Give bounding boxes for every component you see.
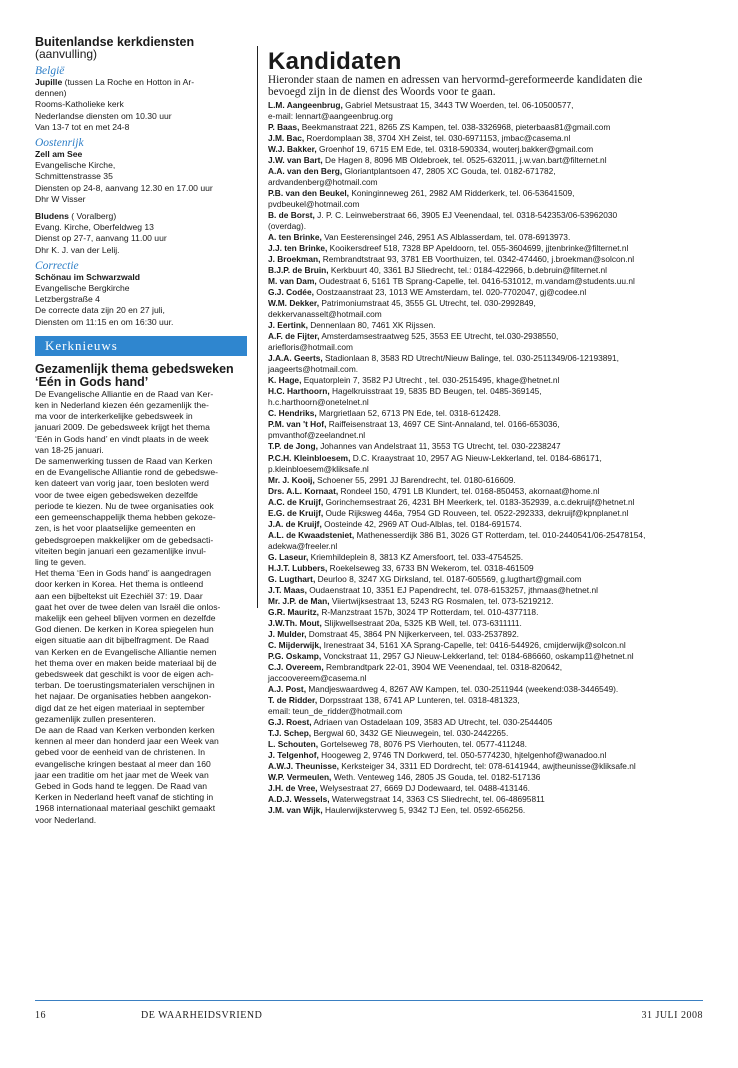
candidate-line <box>268 111 710 122</box>
article-line: en de Evangelische Alliantie rond de gebedswe- <box>35 467 218 478</box>
candidate-details: Kerksteiger 34, 3311 ED Dordrecht, tel: 078-6141944, awjtheunisse@kliksafe.nl <box>338 760 636 771</box>
page-title: Kandidaten <box>268 48 402 75</box>
right-column <box>268 50 710 816</box>
candidate-line <box>268 166 710 177</box>
article-line: van 18-25 januari. <box>35 444 104 455</box>
place-name: Bludens <box>35 211 69 222</box>
candidate-details: ariefloris@hotmail.com <box>268 342 353 353</box>
intro-text: Hieronder staan de namen en adressen van hervormd-gereformeerde kandidaten die bevoegd zijn in de dienst des Woords voor te gaan. <box>268 74 643 98</box>
candidate-name: G. Lugthart, <box>268 573 316 584</box>
candidate-line <box>268 210 710 221</box>
candidate-line <box>268 750 710 761</box>
candidate-details: (overdag). <box>268 221 307 232</box>
candidate-details: dekkervanasselt@hotmail.com <box>268 309 382 320</box>
candidate-name: J. Eertink, <box>268 320 308 331</box>
candidate-details: Kerkbuurt 40, 3361 BJ Sliedrecht, tel.: 0184-422966, b.debruin@filternet.nl <box>328 265 608 276</box>
candidate-line <box>268 706 710 717</box>
candidate-details: Dorpsstraat 138, 6741 AP Lunteren, tel. 0318-481323, <box>317 694 520 705</box>
candidate-line <box>268 397 710 408</box>
candidate-name: P.B. van den Beukel, <box>268 188 349 199</box>
candidate-details: Irenestraat 34, 5161 XA Sprang-Capelle, tel: 0416-544926, cmijderwijk@solcon.nl <box>321 639 626 650</box>
candidate-details: Oudaenstraat 10, 3351 EJ Papendrecht, tel. 078-6153257, jthmaas@hetnet.nl <box>306 584 598 595</box>
candidate-line <box>268 519 710 530</box>
article-line: aan een bijbeltekst uit Ezechiël 37: 19. Daar <box>35 590 203 601</box>
correctie-line: Evangelische Bergkirche <box>35 283 130 294</box>
correctie-line: Letzbergstraße 4 <box>35 294 100 305</box>
candidate-line <box>268 430 710 441</box>
candidate-name: T. de Ridder, <box>268 694 318 705</box>
article-line: ‘Eén in Gods hand’ en vindt plaats in de week <box>35 433 209 444</box>
article-line: gebedsgroepen makkelijker om de gebedsacti- <box>35 534 214 545</box>
article-line: ken dateert van vorig jaar, toen besloten werd <box>35 478 209 489</box>
candidate-details: ardvandenberg@hotmail.com <box>268 177 378 188</box>
candidate-line <box>268 618 710 629</box>
candidate-line <box>268 155 710 166</box>
article-line: digd dat ze het eigen materiaal in september <box>35 702 205 713</box>
article-line: gebed voor de eenheid van de christenen. In <box>35 747 206 758</box>
candidate-name: J. Telgenhof, <box>268 749 319 760</box>
candidate-line <box>268 486 710 497</box>
candidate-line <box>268 276 710 287</box>
candidate-line <box>268 100 710 111</box>
belgie-line: dennen) <box>35 88 67 99</box>
candidate-details: Amsterdamsestraatweg 525, 3553 EE Utrecht, tel.030-2938550, <box>319 331 559 342</box>
candidate-details: pvdbeukel@hotmail.com <box>268 199 360 210</box>
oostenrijk-line: Schmittenstrasse 35 <box>35 171 113 182</box>
article-line: makelijk een geheel blijven vormen en dezelfde <box>35 612 216 623</box>
candidate-details: Hagelkruisstraat 19, 5835 BD Beugen, tel. 0485-369145, <box>329 386 542 397</box>
belgie-block <box>35 77 247 133</box>
candidate-details: De Hagen 8, 8096 MB Oldebroek, tel. 0525-632011, j.w.van.bart@filternet.nl <box>322 155 607 166</box>
oostenrijk-line: Dhr W Visser <box>35 193 86 204</box>
article-body <box>35 389 247 826</box>
candidate-name: P.M. van 't Hof, <box>268 419 327 430</box>
candidate-name: Mr. J.P. de Man, <box>268 595 330 606</box>
candidate-details: Domstraat 45, 3864 PN Nijkerkerveen, tel. 033-2537892. <box>306 628 519 639</box>
candidate-name: B. de Borst, <box>268 210 315 221</box>
candidate-line <box>268 574 710 585</box>
candidate-details: Mandjeswaardweg 4, 8267 AW Kampen, tel. 030-2511944 (weekend:038-3446549). <box>306 683 619 694</box>
candidate-name: W.P. Vermeulen, <box>268 771 332 782</box>
candidate-details: Groenhof 19, 6715 EM Ede, tel. 0318-590334, wouterj.bakker@gmail.com <box>316 144 594 155</box>
belgie-line: Rooms-Katholieke kerk <box>35 99 124 110</box>
candidate-details: Oude Rijksweg 446a, 7954 GD Rouveen, tel. 0522-292333, dekruijf@kpnplanet.nl <box>323 507 629 518</box>
article-line: ma voor de interkerkelijke gebedsweek in <box>35 411 193 422</box>
candidate-details: email: teun_de_ridder@hotmail.com <box>268 705 403 716</box>
candidate-name: W.J. Bakker, <box>268 144 317 155</box>
candidate-line <box>268 563 710 574</box>
article-line: Kerken in Nederland heeft vanaf de stichting in <box>35 792 214 803</box>
candidate-details: Johannes van Andelstraat 11, 3553 TG Utrecht, tel. 030-2238247 <box>317 441 561 452</box>
candidate-name: P. Baas, <box>268 122 300 133</box>
candidate-details: Patrimoniumstraat 45, 3555 GL Utrecht, tel. 030-2992849, <box>319 298 536 309</box>
footer-rule <box>35 1000 703 1001</box>
candidate-details: Raiffeisenstraat 13, 4697 CE Sint-Annaland, tel. 0166-653036, <box>326 419 560 430</box>
article-line: voor de twee eigen gebedsweken dezelfde <box>35 489 198 500</box>
candidate-line <box>268 122 710 133</box>
candidate-details: Gorinchemsestraat 26, 4231 BH Meerkerk, tel. 0183-352939, a.c.dekruijf@hetnet.nl <box>323 496 635 507</box>
candidate-name: Drs. A.L. Kornaat, <box>268 485 339 496</box>
correctie-line: De correcte data zijn 20 en 27 juli, <box>35 305 165 316</box>
candidate-details: Vonckstraat 11, 2957 GJ Nieuw-Lekkerland, tel: 0184-686660, oskamp11@hetnet.nl <box>321 650 634 661</box>
oostenrijk-line: Bludens ( Voralberg) <box>35 211 117 222</box>
candidate-line <box>268 453 710 464</box>
country-heading-correctie: Correctie <box>35 259 79 272</box>
candidate-name: G. Laseur, <box>268 551 309 562</box>
oostenrijk-line: Evangelische Kirche, <box>35 160 116 171</box>
candidate-details: Deurloo 8, 3247 XG Dirksland, tel. 0187-605569, g.lugthart@gmail.com <box>315 573 582 584</box>
candidate-name: E.G. de Kruijf, <box>268 507 324 518</box>
candidate-line <box>268 364 710 375</box>
candidate-line <box>268 342 710 353</box>
candidate-line <box>268 320 710 331</box>
candidate-name: L. Schouten, <box>268 738 319 749</box>
left-column <box>35 36 247 826</box>
candidate-name: Mr. J. Kooij, <box>268 474 315 485</box>
candidate-line <box>268 783 710 794</box>
candidate-name: B.J.P. de Bruin, <box>268 265 329 276</box>
candidate-line <box>268 508 710 519</box>
country-heading-belgie: België <box>35 65 65 77</box>
candidate-name: A.J. Post, <box>268 683 307 694</box>
candidate-details: Dennenlaan 80, 7461 XK Rijssen. <box>307 320 436 331</box>
country-heading-oostenrijk: Oostenrijk <box>35 137 84 150</box>
candidate-line <box>268 221 710 232</box>
candidate-line <box>268 552 710 563</box>
candidate-line <box>268 287 710 298</box>
candidate-details: Oudestraat 6, 5161 TB Sprang-Capelle, tel. 0416-531012, m.vandam@students.uu.nl <box>316 276 635 287</box>
candidate-line <box>268 199 710 210</box>
candidate-details: Equatorplein 7, 3582 PJ Utrecht , tel. 030-2515495, khage@hetnet.nl <box>301 375 560 386</box>
article-line: het najaar. De organisaties hebben aangekon- <box>35 691 212 702</box>
candidate-line <box>268 441 710 452</box>
candidate-details: Beekmanstraat 221, 8265 ZS Kampen, tel. 038-3326968, pieterbaas81@gmail.com <box>299 122 611 133</box>
oostenrijk-line: Dienst op 27-7, aanvang 11.00 uur <box>35 233 167 244</box>
candidate-line <box>268 728 710 739</box>
candidate-line <box>268 232 710 243</box>
article-line: ling te geven. <box>35 556 87 567</box>
article-line: van Kerken en de Evangelische Alliantie nemen <box>35 646 217 657</box>
article-line: ken in Nederland kiezen één gezamenlijk the- <box>35 400 209 411</box>
candidate-details: Rembrandtpark 22-01, 3904 WE Veenendaal, tel. 0318-820642, <box>323 661 563 672</box>
candidate-line <box>268 541 710 552</box>
oostenrijk-line: Diensten op 24-8, aanvang 12.30 en 17.00 uur <box>35 182 213 193</box>
place-name: Schönau im Schwarzwald <box>35 271 141 282</box>
candidate-line <box>268 475 710 486</box>
candidate-name: A.W.J. Theunisse, <box>268 760 339 771</box>
candidate-line <box>268 386 710 397</box>
candidate-line <box>268 739 710 750</box>
candidate-line <box>268 144 710 155</box>
correctie-line: Diensten om 11:15 en om 16:30 uur. <box>35 316 174 327</box>
candidate-line <box>268 331 710 342</box>
candidate-details: Hoogeweg 2, 9746 TN Dorkwerd, tel. 050-5774230, hjtelgenhof@wanadoo.nl <box>318 749 607 760</box>
candidate-line <box>268 640 710 651</box>
candidate-details: Schoener 55, 2991 JJ Barendrecht, tel. 0180-616609. <box>314 474 516 485</box>
article-line: periode te kiezen. Nu de twee organisaties ook <box>35 500 214 511</box>
candidate-line <box>268 408 710 419</box>
oostenrijk-line: Dhr K. J. van der Lelij. <box>35 244 120 255</box>
candidate-line <box>268 298 710 309</box>
candidate-name: M. van Dam, <box>268 276 317 287</box>
section-subtitle: (aanvulling) <box>35 47 98 61</box>
candidate-details: Kriemhildeplein 8, 3813 KZ Amersfoort, tel. 033-4754525. <box>308 551 524 562</box>
candidate-name: J.W.Th. Mout, <box>268 617 322 628</box>
candidate-name: T.J. Schep, <box>268 727 312 738</box>
place-name: Jupille <box>35 77 63 87</box>
article-line: De Evangelische Alliantie en de Raad van Ker- <box>35 388 214 399</box>
issue-date: 31 JULI 2008 <box>641 1010 703 1021</box>
candidate-details: Oosteinde 42, 2969 AT Oud-Alblas, tel. 0184-691574. <box>321 518 522 529</box>
candidate-line <box>268 353 710 364</box>
candidate-line <box>268 794 710 805</box>
article-line: Gebed in Gods hand te leggen. De Raad van <box>35 780 207 791</box>
candidate-details: p.kleinbloesem@kliksafe.nl <box>268 463 369 474</box>
belgie-line: Van 13-7 tot en met 24-8 <box>35 121 130 132</box>
candidate-name: J. Mulder, <box>268 628 307 639</box>
article-line: eigen situatie aan dit bijbelfragment. De Raad <box>35 635 209 646</box>
article-line: kennen al meer dan honderd jaar een Week van <box>35 736 219 747</box>
candidate-name: H.J.T. Lubbers, <box>268 562 328 573</box>
candidate-details: J. P. C. Leinweberstraat 66, 3905 EJ Veenendaal, tel. 0318-542353/06-53962030 <box>314 210 618 221</box>
candidate-name: K. Hage, <box>268 375 302 386</box>
candidate-name: C. Hendriks, <box>268 408 317 419</box>
candidate-line <box>268 254 710 265</box>
candidate-line <box>268 695 710 706</box>
candidate-line <box>268 717 710 728</box>
candidate-name: A.C. de Kruijf, <box>268 496 324 507</box>
article-line: het thema over en maken beide materiaal bij de <box>35 657 217 668</box>
article-line: door kerken in Korea. Het thema is ontleend <box>35 579 204 590</box>
article-line: januari 2009. De gebedsweek krijgt het thema <box>35 422 210 433</box>
candidate-line <box>268 607 710 618</box>
candidate-name: J. Broekman, <box>268 254 321 265</box>
candidate-details: Roekelseweg 33, 6733 BN Wekerom, tel. 0318-461509 <box>327 562 534 573</box>
candidate-details: h.c.harthoorn@onetelnet.nl <box>268 397 369 408</box>
article-line: God dienen. De kerken in Korea spiegelen hun <box>35 624 214 635</box>
candidate-details: Gabriel Metsustraat 15, 3443 TW Woerden, tel. 06-10500577, <box>342 100 574 110</box>
place-name: Zell am See <box>35 149 83 160</box>
article-line: gezamenlijk zullen presenteren. <box>35 713 156 724</box>
belgie-line: Jupille (tussen La Roche en Hotton in Ar- <box>35 77 195 87</box>
article-line: gaat het over de twee delen van Israël die onlos- <box>35 601 221 612</box>
article-line: 1968 internationaal materiaal geschikt gemaakt <box>35 803 216 814</box>
candidate-line <box>268 419 710 430</box>
candidate-details: Mathenesserdijk 386 B1, 3026 GT Rotterdam, tel. 010-2440541/06-25478154, <box>354 529 646 540</box>
candidate-line <box>268 177 710 188</box>
candidate-name: C.J. Overeem, <box>268 661 324 672</box>
candidate-name: A.D.J. Wessels, <box>268 793 330 804</box>
candidate-details: Bergwal 60, 3432 GE Nieuwegein, tel. 030-2442265. <box>311 727 509 738</box>
candidate-details: Koninginneweg 261, 2982 AM Ridderkerk, tel. 06-53641509, <box>349 188 575 199</box>
article-line: jaar een traditie om het jaar met de Week van <box>35 769 209 780</box>
candidate-name: T.P. de Jong, <box>268 441 318 452</box>
candidate-name: G.J. Codée, <box>268 287 314 298</box>
candidate-name: J.T. Maas, <box>268 584 307 595</box>
candidate-details: D.C. Kraaystraat 10, 2957 AG Nieuw-Lekkerland, tel. 0184-686171, <box>350 452 602 463</box>
candidate-name: J.M. Bac, <box>268 133 305 144</box>
page-number: 16 <box>35 1010 46 1021</box>
magazine-name: DE WAARHEIDSVRIEND <box>141 1010 263 1021</box>
article-line: De samenwerking tussen de Raad van Kerken <box>35 456 213 467</box>
candidate-details: Gortelseweg 78, 8076 PS Vierhouten, tel. 0577-411248. <box>318 738 527 749</box>
candidate-name: G.R. Mauritz, <box>268 606 319 617</box>
oostenrijk-line: Evang. Kirche, Oberfeldweg 13 <box>35 222 154 233</box>
candidate-line <box>268 464 710 475</box>
article-line: voor Nederland. <box>35 814 97 825</box>
candidate-name: J.H. de Vree, <box>268 782 318 793</box>
candidate-name: A.F. de Fijter, <box>268 331 320 342</box>
candidate-name: P.C.H. Kleinbloesem, <box>268 452 351 463</box>
candidate-line <box>268 596 710 607</box>
candidate-name: A. ten Brinke, <box>268 232 322 243</box>
article-line: Het thema ‘Een in Gods hand’ is aangedragen <box>35 568 211 579</box>
candidate-line <box>268 684 710 695</box>
candidate-line <box>268 309 710 320</box>
candidate-line <box>268 530 710 541</box>
candidate-details: Haulerwijkstervweg 5, 9342 TJ Een, tel. 0592-656256. <box>322 805 526 815</box>
candidate-details: Viiertwijksestraat 13, 5243 RG Rosmalen, tel. 073-5219212. <box>329 595 554 606</box>
candidate-line <box>268 673 710 684</box>
candidate-details: Adriaen van Ostadelaan 109, 3583 AD Utrecht, tel. 030-2544405 <box>311 716 553 727</box>
candidate-details: Welysestraat 27, 6669 DJ Dodewaard, tel. 0488-413146. <box>317 782 530 793</box>
candidate-name: P.G. Oskamp, <box>268 650 322 661</box>
article-line: terban. De toerustingsmaterialen verschijnen in <box>35 680 215 691</box>
candidate-name: H.C. Harthoorn, <box>268 386 330 397</box>
article-line: een gemeenschappelijk thema hebben gekoze- <box>35 512 216 523</box>
candidate-line <box>268 375 710 386</box>
candidate-line <box>268 265 710 276</box>
candidate-details: adekwa@freeler.nl <box>268 540 338 551</box>
candidate-name: J.J. ten Brinke, <box>268 243 328 254</box>
candidate-line <box>268 772 710 783</box>
candidate-details: Weth. Venteweg 146, 2805 JS Gouda, tel. 0182-517136 <box>331 771 541 782</box>
candidate-details: R-Manzstraat 157b, 3024 TP Rotterdam, tel. 010-4377118. <box>319 606 539 617</box>
correctie-block <box>35 272 247 328</box>
candidate-list <box>268 100 710 816</box>
candidate-name: A.L. de Kwaadsteniet, <box>268 529 355 540</box>
candidate-details: Roerdomplaan 38, 3704 XH Zeist, tel. 030-6971153, jmbac@casema.nl <box>304 133 571 144</box>
article-line: De aan de Raad van Kerken verbonden kerken <box>35 724 215 735</box>
candidate-details: Waterwegstraat 14, 3363 CS Sliedrecht, tel. 06-48695811 <box>329 793 545 804</box>
candidate-details: Oostzaanstraat 23, 1013 WE Amsterdam, tel. 020-7702047, gj@codee.nl <box>313 287 587 298</box>
oostenrijk-block <box>35 149 247 256</box>
candidate-name: J.A. de Kruijf, <box>268 518 322 529</box>
candidate-line <box>268 133 710 144</box>
article-line: gebedsweek dat geschikt is voor de eigen ach- <box>35 668 214 679</box>
candidate-details: e-mail: lennart@aangeenbrug.org <box>268 111 393 122</box>
candidate-name: C. Mijderwijk, <box>268 639 322 650</box>
candidate-line <box>268 585 710 596</box>
candidate-details: jaccoovereem@casema.nl <box>268 672 367 683</box>
article-line: zen, is het voor plaatselijke gemeenten en <box>35 523 196 534</box>
candidate-details: jaageerts@hotmail.com. <box>268 364 359 375</box>
article-line: evangelische kringen bestaat al meer dan 160 <box>35 758 211 769</box>
candidate-details: Kooikersdreef 518, 7328 BP Apeldoorn, tel. 055-3604699, jjtenbrinke@filternet.nl <box>327 243 629 254</box>
belgie-line: Nederlandse diensten om 10.30 uur <box>35 110 172 121</box>
candidate-line <box>268 761 710 772</box>
kerknieuws-banner: Kerknieuws <box>35 336 247 356</box>
candidate-details: Van Eesterensingel 246, 2951 AS Alblasserdam, tel. 078-6913973. <box>321 232 571 243</box>
candidate-line <box>268 629 710 640</box>
candidate-details: Stadionlaan 8, 3583 RD Utrecht/Nieuw Balinge, tel. 030-2511349/06-12193891, <box>322 353 619 364</box>
candidate-details: pmvanthof@zeelandnet.nl <box>268 430 366 441</box>
candidate-line <box>268 805 710 816</box>
article-title: Gezamenlijk thema gebedsweken ‘Eén in Gods hand’ <box>35 361 234 389</box>
candidate-line <box>268 243 710 254</box>
candidate-details: Margrietlaan 52, 6713 PN Ede, tel. 0318-612428. <box>316 408 501 419</box>
candidate-line <box>268 497 710 508</box>
candidate-name: J.A.A. Geerts, <box>268 353 323 364</box>
candidate-line <box>268 188 710 199</box>
candidate-line <box>268 651 710 662</box>
candidate-details: Gloriantplantsoen 47, 2805 XC Gouda, tel. 0182-671782, <box>342 166 556 177</box>
candidate-line <box>268 662 710 673</box>
candidate-name: J.M. van Wijk, <box>268 805 323 815</box>
candidate-name: L.M. Aangeenbrug, <box>268 100 343 110</box>
article-line: viteiten begin januari een gezamenlijke invul- <box>35 545 207 556</box>
candidate-details: Rondeel 150, 4791 LB Klundert, tel. 0168-850453, akornaat@home.nl <box>338 485 600 496</box>
candidate-name: J.W. van Bart, <box>268 155 323 166</box>
section-title: Buitenlandse kerkdiensten <box>35 35 195 49</box>
column-divider <box>257 46 258 608</box>
candidate-name: G.J. Roest, <box>268 716 312 727</box>
candidate-details: Slijkwellsestraat 20a, 5325 KB Well, tel. 073-6311111. <box>321 617 522 628</box>
candidate-name: A.A. van den Berg, <box>268 166 343 177</box>
candidate-details: Rembrandtstraat 93, 3781 EB Voorthuizen, tel. 0342-474460, j.broekman@solcon.nl <box>320 254 635 265</box>
candidate-name: W.M. Dekker, <box>268 298 320 309</box>
